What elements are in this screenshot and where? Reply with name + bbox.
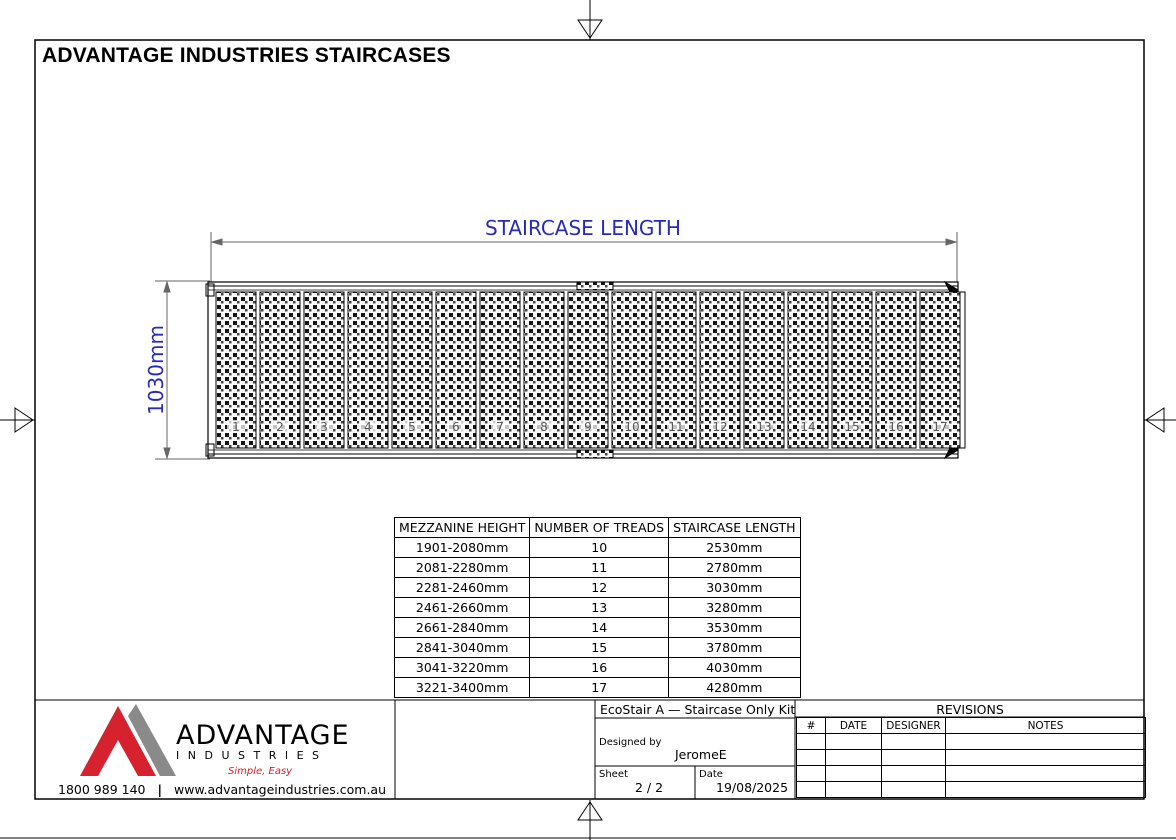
table-row [395,678,801,698]
page-title: ADVANTAGE INDUSTRIES STAIRCASES [42,44,451,67]
header-mezzanine-height: MEZZANINE HEIGHT [395,518,530,538]
mezzanine-height-cell: 3221-3400mm [395,678,530,698]
header-staircase-length: STAIRCASE LENGTH [669,518,800,538]
treads-cell: 11 [530,558,669,578]
length-cell: 3030mm [669,578,800,598]
rev-header-number: # [797,718,826,734]
bottom-center-mark [578,800,602,840]
treads-cell: 14 [530,618,669,638]
length-cell: 3280mm [669,598,800,618]
treads-cell: 17 [530,678,669,698]
treads-cell: 10 [530,538,669,558]
mezzanine-height-cell: 2841-3040mm [395,638,530,658]
mezzanine-height-cell: 2461-2660mm [395,598,530,618]
top-center-mark [578,0,602,40]
tread-number: 3 [320,420,328,434]
logo-name: ADVANTAGE [176,720,350,751]
designer-name: JeromeE [675,747,727,762]
tread-table-header [395,518,801,538]
length-cell: 2780mm [669,558,800,578]
phone-number: 1800 989 140 [58,782,146,797]
website-link: www.advantageindustries.com.au [174,782,386,797]
right-center-mark [1144,408,1176,432]
length-cell: 4280mm [669,678,800,698]
treads-cell: 13 [530,598,669,618]
length-cell: 2530mm [669,538,800,558]
tread-number: 14 [800,420,816,434]
mezzanine-height-cell: 2661-2840mm [395,618,530,638]
length-cell: 4030mm [669,658,800,678]
revisions-header [797,718,1146,734]
mezzanine-height-cell: 3041-3220mm [395,658,530,678]
revisions-title: REVISIONS [936,702,1004,717]
tread-number: 15 [844,420,860,434]
tread-table [394,517,801,698]
rev-header-notes: NOTES [946,718,1146,734]
revision-row [797,766,1146,782]
table-row [395,558,801,578]
header-number-of-treads: NUMBER OF TREADS [530,518,669,538]
left-center-mark [0,408,35,432]
drawing-date: 19/08/2025 [716,780,789,795]
staircase-length-label: STAIRCASE LENGTH [485,216,681,240]
table-row [395,658,801,678]
staircase-treads [216,292,960,448]
staircase-height-label: 1030mm [144,325,168,415]
length-cell: 3780mm [669,638,800,658]
table-row [395,578,801,598]
project-title: EcoStair A — Staircase Only Kit [600,702,796,717]
revision-row [797,750,1146,766]
tread-number: 7 [496,420,504,434]
logo-tagline: Simple, Easy [228,766,293,777]
contact-separator: | [157,782,163,797]
tread-number: 13 [756,420,772,434]
tread-number: 12 [712,420,728,434]
tread-number: 6 [452,420,460,434]
table-row [395,598,801,618]
treads-cell: 15 [530,638,669,658]
table-row [395,538,801,558]
advantage-logo-icon [80,704,176,776]
tread-number: 10 [624,420,640,434]
mezzanine-height-cell: 1901-2080mm [395,538,530,558]
sheet-number: 2 / 2 [635,780,664,795]
revision-row [797,782,1146,798]
revision-row [797,734,1146,750]
table-row [395,638,801,658]
date-label: Date [699,769,723,780]
table-row [395,618,801,638]
tread-number: 1 [232,420,240,434]
tread-number: 17 [932,420,948,434]
revisions-table [796,717,1146,798]
tread-number: 16 [888,420,904,434]
mezzanine-height-cell: 2281-2460mm [395,578,530,598]
rev-header-designer: DESIGNER [882,718,946,734]
contact-line [58,782,386,797]
tread-number: 11 [668,420,684,434]
designed-by-label: Designed by [599,737,662,748]
treads-cell: 12 [530,578,669,598]
tread-number: 2 [276,420,284,434]
logo-subtitle: INDUSTRIES [176,749,328,762]
treads-cell: 16 [530,658,669,678]
tread-number: 8 [540,420,548,434]
length-cell: 3530mm [669,618,800,638]
mezzanine-height-cell: 2081-2280mm [395,558,530,578]
tread-number: 4 [364,420,372,434]
tread-number: 9 [584,420,592,434]
sheet-label: Sheet [599,769,628,780]
tread-number: 5 [408,420,416,434]
rev-header-date: DATE [826,718,882,734]
